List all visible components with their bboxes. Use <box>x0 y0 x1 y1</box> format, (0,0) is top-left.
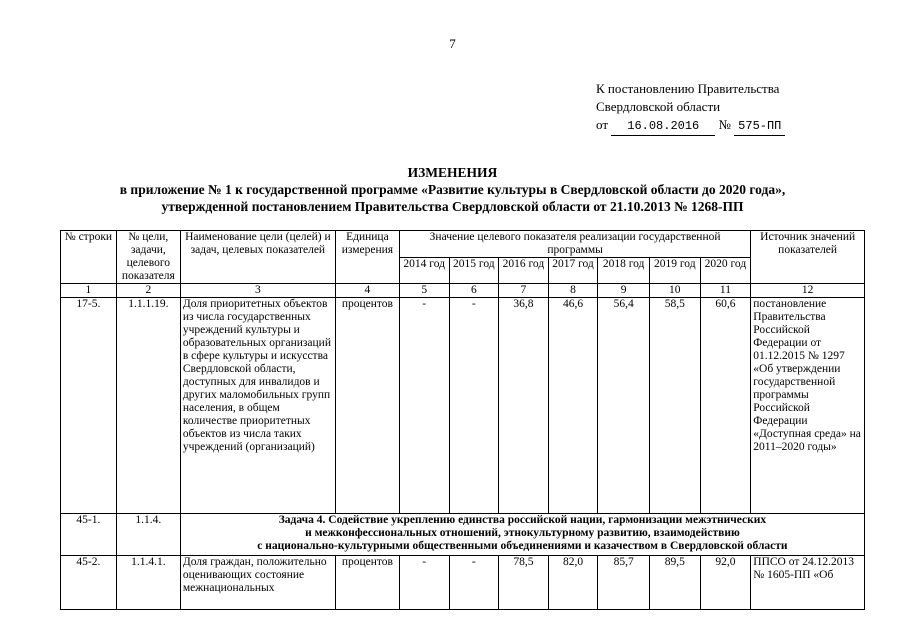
col-number: 9 <box>598 284 650 298</box>
task-line-2: и межконфессиональных отношений, этнокультурному развитию, взаимодействию <box>305 527 740 539</box>
row-value: 82,0 <box>548 556 598 610</box>
row-value: - <box>449 556 499 610</box>
col-number: 1 <box>61 284 117 298</box>
header-name: Наименование цели (целей) и задач, целевых показателей <box>180 231 335 284</box>
row-value: 89,5 <box>649 556 700 610</box>
header-row-no: № строки <box>61 231 117 284</box>
approval-block <box>596 80 785 136</box>
approval-line-2: Свердловской области <box>596 99 721 114</box>
row-value: 85,7 <box>598 556 650 610</box>
header-values: Значение целевого показателя реализации государственной программы <box>399 231 750 258</box>
row-value: 56,4 <box>598 298 650 514</box>
col-number: 7 <box>499 284 549 298</box>
col-number: 10 <box>649 284 700 298</box>
header-source: Источник значений показателей <box>751 231 865 284</box>
col-number: 11 <box>700 284 751 298</box>
header-year: 2018 год <box>598 258 650 284</box>
row-source: постановление Правительства Российской Федерации от 01.12.2015 № 1297 «Об утверждении государственной программы Российской Федерации «Доступная среда» на 2011–2020 годы» <box>751 298 865 514</box>
row-value: 58,5 <box>649 298 700 514</box>
row-code: 1.1.4.1. <box>116 556 180 610</box>
approval-number: 575-ПП <box>734 117 785 136</box>
row-value: 36,8 <box>499 298 549 514</box>
header-year: 2014 год <box>399 258 449 284</box>
row-source: ППСО от 24.12.2013 № 1605-ПП «Об <box>751 556 865 610</box>
page-number: 7 <box>449 36 456 51</box>
header-goal-no: № цели, задачи, целевого показателя <box>116 231 180 284</box>
approval-line-3 <box>596 116 785 136</box>
from-label: от <box>596 117 609 132</box>
col-number: 6 <box>449 284 499 298</box>
header-unit: Единица измерения <box>335 231 399 284</box>
header-year: 2019 год <box>649 258 700 284</box>
title-line-2: в приложение № 1 к государственной программе «Развитие культуры в Свердловской области до 2020 года», <box>119 182 786 197</box>
row-number: 17-5. <box>61 298 117 514</box>
table-row <box>61 514 865 556</box>
title-line-1: ИЗМЕНЕНИЯ <box>407 165 498 180</box>
col-number: 2 <box>116 284 180 298</box>
approval-date: 16.08.2016 <box>611 117 715 136</box>
row-value: - <box>449 298 499 514</box>
row-code: 1.1.1.19. <box>116 298 180 514</box>
row-value: 92,0 <box>700 556 751 610</box>
header-year: 2015 год <box>449 258 499 284</box>
col-number: 4 <box>335 284 399 298</box>
task-line-3: с национально-культурными общественными объединениями и казачеством в Свердловской области <box>257 540 788 552</box>
row-value: 78,5 <box>499 556 549 610</box>
number-label: № <box>718 117 731 132</box>
row-value: 46,6 <box>548 298 598 514</box>
document-title <box>0 164 905 215</box>
task-line-1: Задача 4. Содействие укреплению единства российской нации, гармонизации межэтнических <box>278 514 767 526</box>
row-number: 45-2. <box>61 556 117 610</box>
col-number: 8 <box>548 284 598 298</box>
col-number: 3 <box>180 284 335 298</box>
row-value: - <box>399 298 449 514</box>
col-number: 12 <box>751 284 865 298</box>
row-unit: процентов <box>335 298 399 514</box>
row-number: 45-1. <box>61 514 117 556</box>
approval-line-1: К постановлению Правительства <box>596 81 780 96</box>
row-value: - <box>399 556 449 610</box>
indicator-table <box>60 230 865 610</box>
row-value: 60,6 <box>700 298 751 514</box>
header-year: 2017 год <box>548 258 598 284</box>
header-year: 2016 год <box>499 258 549 284</box>
table-row <box>61 298 865 514</box>
title-line-3: утвержденной постановлением Правительства Свердловской области от 21.10.2013 № 1268-ПП <box>161 199 744 214</box>
row-unit: процентов <box>335 556 399 610</box>
header-year: 2020 год <box>700 258 751 284</box>
row-name: Доля приоритетных объектов из числа государственных учреждений культуры и образовательных организаций в сфере культуры и искусства Свердловской области, доступных для инвалидов и других маломобильных групп населения, в общем количестве приоритетных объектов из числа таких учреждений (организаций) <box>180 298 335 514</box>
task-heading <box>180 514 864 556</box>
row-code: 1.1.4. <box>116 514 180 556</box>
col-number: 5 <box>399 284 449 298</box>
table-row <box>61 556 865 610</box>
row-name: Доля граждан, положительно оценивающих состояние межнациональных <box>180 556 335 610</box>
